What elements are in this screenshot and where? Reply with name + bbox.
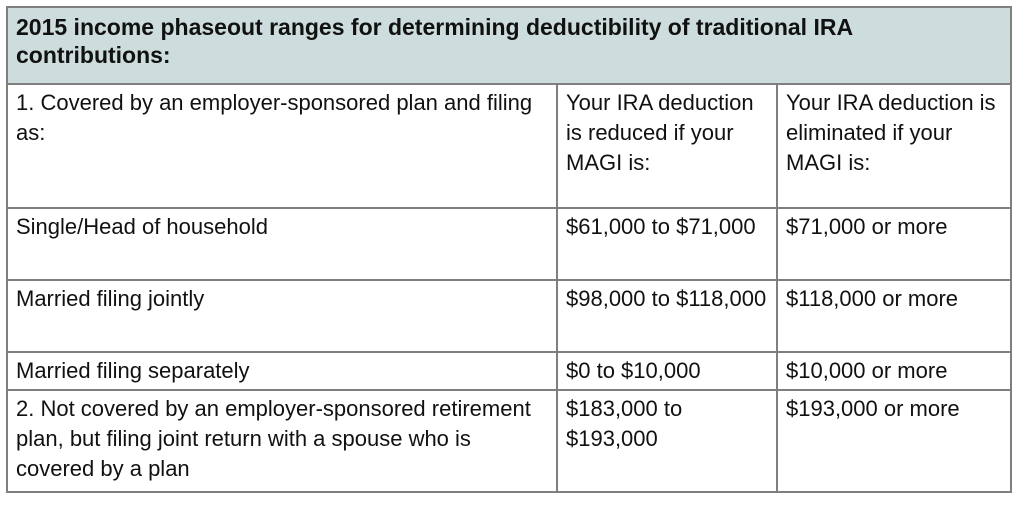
table-header-row (7, 84, 1011, 208)
ira-phaseout-table (6, 6, 1012, 493)
phaseout-table-container (6, 6, 1010, 493)
table-row (7, 280, 1011, 352)
eliminated-range-cell: $71,000 or more (777, 208, 1011, 280)
header-filing-status: 1. Covered by an employer-sponsored plan and filing as: (7, 84, 557, 208)
table-title: 2015 income phaseout ranges for determining deductibility of traditional IRA contributions: (7, 7, 1011, 84)
header-eliminated: Your IRA deduction is eliminated if your MAGI is: (777, 84, 1011, 208)
filing-status-cell: Married filing jointly (7, 280, 557, 352)
table-row (7, 352, 1011, 390)
filing-status-cell: Married filing separately (7, 352, 557, 390)
eliminated-range-cell: $118,000 or more (777, 280, 1011, 352)
reduced-range-cell: $98,000 to $118,000 (557, 280, 777, 352)
table-title-row (7, 7, 1011, 84)
filing-status-cell: 2. Not covered by an employer-sponsored retirement plan, but filing joint return with a spouse who is covered by a plan (7, 390, 557, 492)
reduced-range-cell: $61,000 to $71,000 (557, 208, 777, 280)
filing-status-cell: Single/Head of household (7, 208, 557, 280)
table-row (7, 208, 1011, 280)
eliminated-range-cell: $10,000 or more (777, 352, 1011, 390)
reduced-range-cell: $183,000 to $193,000 (557, 390, 777, 492)
table-row (7, 390, 1011, 492)
reduced-range-cell: $0 to $10,000 (557, 352, 777, 390)
eliminated-range-cell: $193,000 or more (777, 390, 1011, 492)
header-reduced: Your IRA deduction is reduced if your MAGI is: (557, 84, 777, 208)
